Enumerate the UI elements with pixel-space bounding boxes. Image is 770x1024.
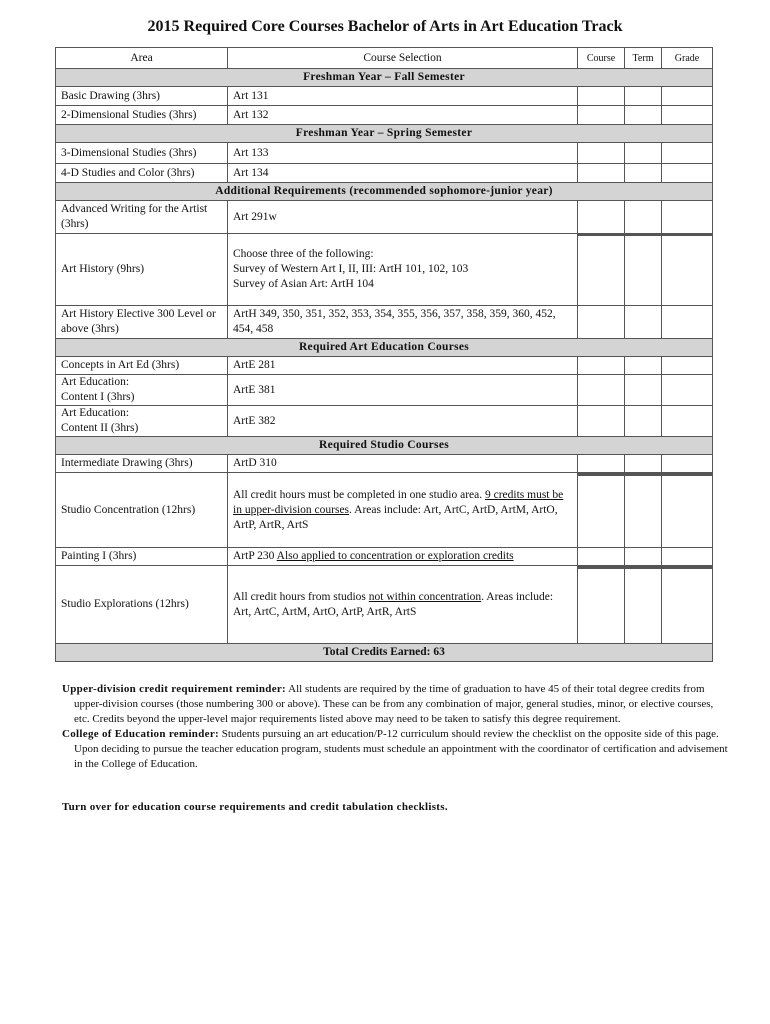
course-cell: Art 132: [228, 106, 578, 125]
turn-over-note: Turn over for education course requirements and credit tabulation checklists.: [62, 801, 448, 813]
course-input-cell[interactable]: [578, 566, 625, 644]
note-label: College of Education reminder:: [62, 728, 219, 740]
coe-note: [62, 727, 730, 772]
expl-text: All credit hours from studios: [233, 590, 369, 603]
area-line: Art Education:: [61, 376, 130, 388]
course-cell: Art 291w: [228, 201, 578, 234]
course-cell: [228, 234, 578, 306]
section-title: Freshman Year – Spring Semester: [56, 125, 713, 143]
grade-input-cell[interactable]: [662, 375, 713, 406]
section-studio: [56, 437, 713, 455]
term-input-cell[interactable]: [625, 201, 662, 234]
table-row: [56, 164, 713, 183]
course-cell: [228, 548, 578, 566]
header-row: [56, 48, 713, 69]
term-input-cell[interactable]: [625, 87, 662, 106]
area-line: Content II (3hrs): [61, 422, 139, 434]
art-history-line: Choose three of the following:: [233, 248, 374, 260]
section-title: Required Studio Courses: [56, 437, 713, 455]
header-course: Course: [578, 48, 625, 69]
area-cell: Art History (9hrs): [56, 234, 228, 306]
course-cell: Art 134: [228, 164, 578, 183]
section-title: Additional Requirements (recommended sophomore-junior year): [56, 183, 713, 201]
area-cell: Basic Drawing (3hrs): [56, 87, 228, 106]
area-cell: 3-Dimensional Studies (3hrs): [56, 143, 228, 164]
course-cell: ArtD 310: [228, 455, 578, 473]
header-term: Term: [625, 48, 662, 69]
grade-input-cell[interactable]: [662, 548, 713, 566]
term-input-cell[interactable]: [625, 357, 662, 375]
section-title: Freshman Year – Fall Semester: [56, 69, 713, 87]
course-cell: ArtH 349, 350, 351, 352, 353, 354, 355, 356, 357, 358, 359, 360, 452, 454, 458: [228, 306, 578, 339]
term-input-cell[interactable]: [625, 164, 662, 183]
grade-input-cell[interactable]: [662, 87, 713, 106]
course-cell: ArtE 382: [228, 406, 578, 437]
term-input-cell[interactable]: [625, 234, 662, 306]
painting-underlined: Also applied to concentration or exploration credits: [276, 550, 514, 562]
course-table: [55, 47, 713, 662]
header-course-selection: Course Selection: [228, 48, 578, 69]
table-row: [56, 455, 713, 473]
conc-underlined: 9 credits must be in upper-division courses: [233, 488, 564, 516]
area-line: Content I (3hrs): [61, 391, 135, 403]
grade-input-cell[interactable]: [662, 357, 713, 375]
course-input-cell[interactable]: [578, 87, 625, 106]
course-input-cell[interactable]: [578, 548, 625, 566]
art-history-line: Survey of Asian Art: ArtH 104: [233, 278, 374, 290]
area-cell: 4-D Studies and Color (3hrs): [56, 164, 228, 183]
note-text: Students pursuing an art education/P-12 curriculum should review the checklist on the opposite side of this page. Upon deciding to pursue the teacher education program, students must schedule an appointment with the coordinator of certification and advisement in the College of Education.: [74, 728, 728, 770]
course-input-cell[interactable]: [578, 473, 625, 548]
section-title: Required Art Education Courses: [56, 339, 713, 357]
table-row: [56, 566, 713, 644]
course-cell: Art 131: [228, 87, 578, 106]
table-row: [56, 201, 713, 234]
area-cell: 2-Dimensional Studies (3hrs): [56, 106, 228, 125]
page-title: 2015 Required Core Courses Bachelor of Arts in Art Education Track: [147, 18, 623, 35]
term-input-cell[interactable]: [625, 143, 662, 164]
header-grade: Grade: [662, 48, 713, 69]
course-cell: [228, 566, 578, 644]
course-cell: [228, 473, 578, 548]
term-input-cell[interactable]: [625, 566, 662, 644]
course-cell: Art 133: [228, 143, 578, 164]
area-cell: Studio Explorations (12hrs): [56, 566, 228, 644]
course-input-cell[interactable]: [578, 406, 625, 437]
section-art-ed: [56, 339, 713, 357]
conc-text: . Areas include: Art, ArtC, ArtD, ArtM, ArtO, ArtP, ArtR, ArtS: [233, 503, 558, 531]
course-input-cell[interactable]: [578, 106, 625, 125]
term-input-cell[interactable]: [625, 406, 662, 437]
term-input-cell[interactable]: [625, 106, 662, 125]
note-label: Upper-division credit requirement reminder:: [62, 683, 287, 695]
expl-underlined: not within concentration: [368, 590, 482, 603]
table-row: [56, 357, 713, 375]
total-row: [56, 644, 713, 662]
grade-input-cell[interactable]: [662, 455, 713, 473]
grade-input-cell[interactable]: [662, 566, 713, 644]
art-history-line: Survey of Western Art I, II, III: ArtH 101, 102, 103: [233, 263, 469, 275]
grade-input-cell[interactable]: [662, 106, 713, 125]
term-input-cell[interactable]: [625, 455, 662, 473]
grade-input-cell[interactable]: [662, 473, 713, 548]
total-credits: Total Credits Earned: 63: [56, 644, 713, 662]
expl-text: . Areas include: Art, ArtC, ArtM, ArtO, ArtP, ArtR, ArtS: [233, 590, 554, 618]
reminders: [62, 682, 730, 772]
area-line: Art Education:: [61, 407, 130, 419]
table-row: [56, 406, 713, 437]
table-row: [56, 548, 713, 566]
course-input-cell[interactable]: [578, 234, 625, 306]
table-row: [56, 87, 713, 106]
section-spring: [56, 125, 713, 143]
table-row: [56, 473, 713, 548]
section-fall: [56, 69, 713, 87]
term-input-cell[interactable]: [625, 473, 662, 548]
term-input-cell[interactable]: [625, 548, 662, 566]
area-cell: Concepts in Art Ed (3hrs): [56, 357, 228, 375]
area-cell: Art History Elective 300 Level or above (3hrs): [56, 306, 228, 339]
grade-input-cell[interactable]: [662, 143, 713, 164]
painting-text: ArtP 230: [233, 550, 277, 562]
area-cell: Advanced Writing for the Artist (3hrs): [56, 201, 228, 234]
conc-text: All credit hours must be completed in one studio area.: [233, 488, 485, 501]
term-input-cell[interactable]: [625, 306, 662, 339]
area-cell: Painting I (3hrs): [56, 548, 228, 566]
upper-division-note: [62, 682, 730, 727]
course-cell: ArtE 281: [228, 357, 578, 375]
course-input-cell[interactable]: [578, 375, 625, 406]
table-row: [56, 143, 713, 164]
table-row: [56, 106, 713, 125]
term-input-cell[interactable]: [625, 375, 662, 406]
grade-input-cell[interactable]: [662, 234, 713, 306]
area-cell: [56, 375, 228, 406]
course-input-cell[interactable]: [578, 143, 625, 164]
header-area: Area: [56, 48, 228, 69]
table-row: [56, 234, 713, 306]
area-cell: Studio Concentration (12hrs): [56, 473, 228, 548]
table-row: [56, 306, 713, 339]
grade-input-cell[interactable]: [662, 201, 713, 234]
area-cell: Intermediate Drawing (3hrs): [56, 455, 228, 473]
grade-input-cell[interactable]: [662, 306, 713, 339]
course-input-cell[interactable]: [578, 306, 625, 339]
course-input-cell[interactable]: [578, 357, 625, 375]
section-additional: [56, 183, 713, 201]
course-input-cell[interactable]: [578, 164, 625, 183]
course-input-cell[interactable]: [578, 455, 625, 473]
course-input-cell[interactable]: [578, 201, 625, 234]
course-cell: ArtE 381: [228, 375, 578, 406]
table-row: [56, 375, 713, 406]
grade-input-cell[interactable]: [662, 406, 713, 437]
area-cell: [56, 406, 228, 437]
grade-input-cell[interactable]: [662, 164, 713, 183]
note-text: All students are required by the time of graduation to have 45 of their total degree credits from upper-division courses (those numbering 300 or above). These can be from any combination of major, general studies, minor, or elective courses, etc. Credits beyond the upper-level major requirements listed above may need to be taken to satisfy this degree requirement.: [74, 683, 714, 725]
